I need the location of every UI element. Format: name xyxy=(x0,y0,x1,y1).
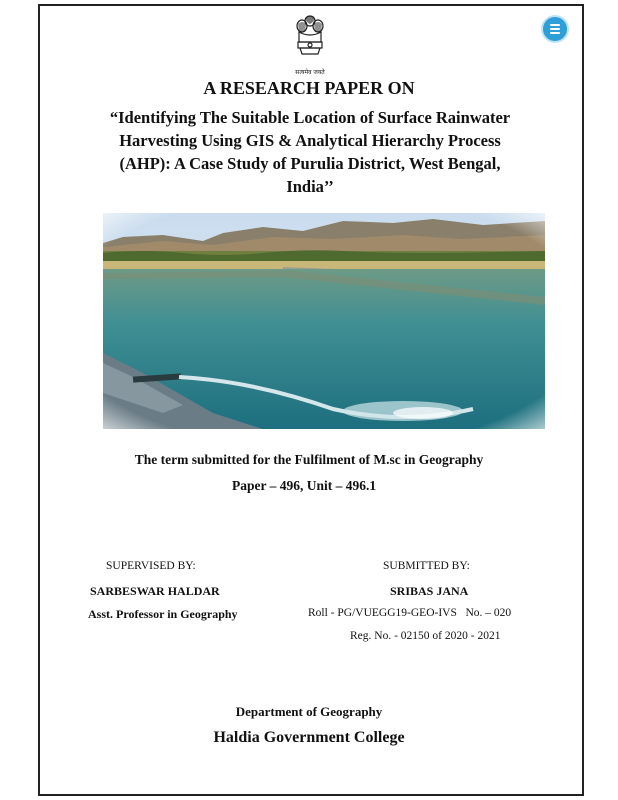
submitter-name: SRIBAS JANA xyxy=(390,584,469,598)
supervisor-name: SARBESWAR HALDAR xyxy=(90,584,220,598)
submitter-roll: Roll - PG/VUEGG19-GEO-IVS No. – 020 xyxy=(308,607,512,619)
submitter-reg: Reg. No. - 02150 of 2020 - 2021 xyxy=(350,630,501,642)
document-menu-icon[interactable] xyxy=(543,17,567,41)
submitted-by-label: SUBMITTED BY: xyxy=(383,560,470,572)
paper-unit-line: Paper – 496, Unit – 496.1 xyxy=(232,478,377,493)
supervised-by-label: SUPERVISED BY: xyxy=(106,560,196,572)
paper-title: “Identifying The Suitable Location of Surface Rainwater Harvesting Using GIS & Analytical Hierarchy Process (AHP): A Case Study of Purulia District, West Bengal, India’’ xyxy=(109,108,511,196)
emblem-caption: सत्यमेव जयते xyxy=(295,69,325,76)
submission-line: The term submitted for the Fulfilment of M.sc in Geography xyxy=(134,452,484,467)
supervisor-designation: Asst. Professor in Geography xyxy=(88,607,238,621)
reservoir-photo xyxy=(103,213,545,429)
department-name: Department of Geography xyxy=(235,704,383,719)
paper-kicker: A RESEARCH PAPER ON xyxy=(203,78,415,98)
ashoka-emblem-icon xyxy=(290,12,330,68)
college-name: Haldia Government College xyxy=(213,729,405,746)
